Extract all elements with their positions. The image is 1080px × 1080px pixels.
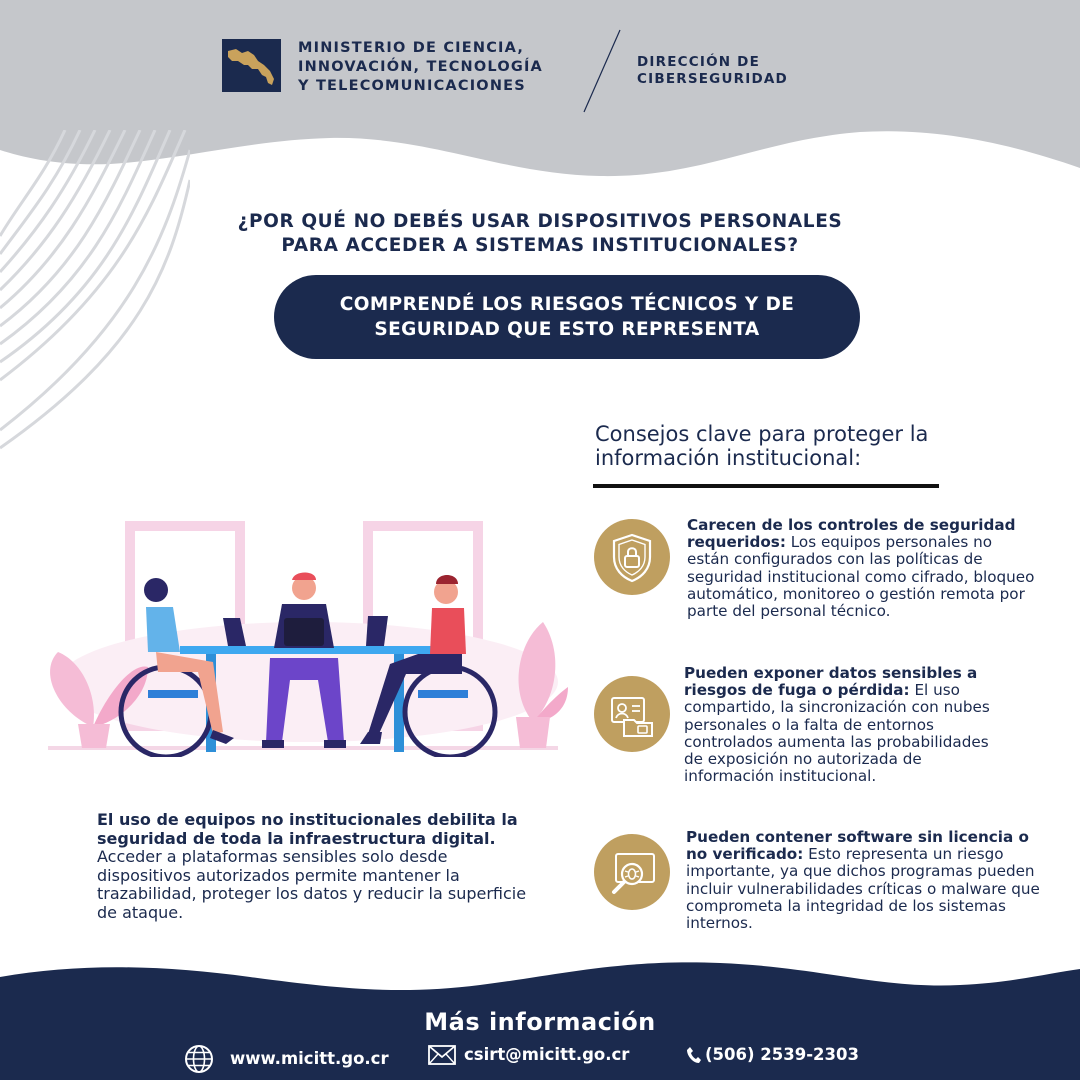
office-team-illustration — [38, 512, 568, 757]
tips-heading-line: información institucional: — [595, 446, 862, 470]
ministry-name — [298, 39, 543, 96]
ministry-name-line: INNOVACIÓN, TECNOLOGÍA — [298, 59, 543, 75]
data-folder-icon — [594, 676, 670, 752]
tips-divider — [593, 484, 939, 488]
phone-text: (506) 2539-2303 — [705, 1045, 859, 1064]
ministry-name-line: Y TELECOMUNICACIONES — [298, 78, 526, 94]
main-question-line: PARA ACCEDER A SISTEMAS INSTITUCIONALES? — [281, 235, 799, 256]
tip-item — [686, 829, 1051, 932]
left-note — [97, 811, 537, 922]
division-name-line: DIRECCIÓN DE — [637, 54, 760, 70]
decorative-lines — [0, 130, 190, 450]
main-question — [200, 210, 880, 258]
left-note-title: El uso de equipos no institucionales debilita la seguridad de toda la infraestructura digital. — [97, 810, 518, 848]
globe-icon — [184, 1044, 214, 1074]
main-question-line: ¿POR QUÉ NO DEBÉS USAR DISPOSITIVOS PERSONALES — [237, 211, 843, 232]
tips-heading-line: Consejos clave para proteger la — [595, 422, 929, 446]
email-link[interactable] — [428, 1044, 629, 1066]
bug-search-icon — [594, 834, 670, 910]
tip-item — [687, 517, 1037, 620]
risk-banner-line: SEGURIDAD QUE ESTO REPRESENTA — [374, 319, 760, 340]
tip-title: Carecen de los controles de seguridad requeridos: — [687, 516, 1016, 552]
division-name-line: CIBERSEGURIDAD — [637, 71, 788, 87]
ministry-logo — [222, 39, 281, 92]
tip-body: Los equipos personales no están configurados con las políticas de seguridad institucional como cifrado, bloqueo automático, monitoreo o gestión remota por parte del personal técnico. — [687, 533, 1035, 621]
tips-heading — [595, 422, 928, 470]
tip-title: Pueden exponer datos sensibles a riesgos de fuga o pérdida: — [684, 664, 978, 700]
shield-lock-icon — [594, 519, 670, 595]
email-text: csirt@micitt.go.cr — [464, 1045, 630, 1064]
tip-body: Esto representa un riesgo importante, ya que dichos programas pueden incluir vulnerabilidades críticas o malware que comprometa la integridad de los sistemas internos. — [686, 845, 1040, 933]
tip-title: Pueden contener software sin licencia o no verificado: — [686, 828, 1029, 864]
left-note-body: Acceder a plataformas sensibles solo desde dispositivos autorizados permite mantener la trazabilidad, proteger los datos y reducir la superficie de ataque. — [97, 847, 527, 922]
header-divider — [582, 28, 622, 114]
more-info-heading: Más información — [424, 1008, 656, 1036]
tip-body: El uso compartido, la sincronización con nubes personales o la falta de entornos controlados aumenta las probabilidades de exposición no autorizada de información institucional. — [684, 681, 990, 786]
website-link[interactable] — [184, 1044, 389, 1074]
risk-banner — [274, 275, 860, 359]
phone-icon — [686, 1046, 702, 1064]
website-text: www.micitt.go.cr — [230, 1049, 389, 1068]
division-name — [637, 54, 788, 88]
costa-rica-map-icon — [222, 39, 281, 92]
envelope-icon — [428, 1045, 456, 1065]
ministry-name-line: MINISTERIO DE CIENCIA, — [298, 40, 525, 56]
tip-item — [684, 665, 1009, 785]
phone-link[interactable] — [686, 1044, 859, 1066]
risk-banner-line: COMPRENDÉ LOS RIESGOS TÉCNICOS Y DE — [339, 294, 795, 315]
